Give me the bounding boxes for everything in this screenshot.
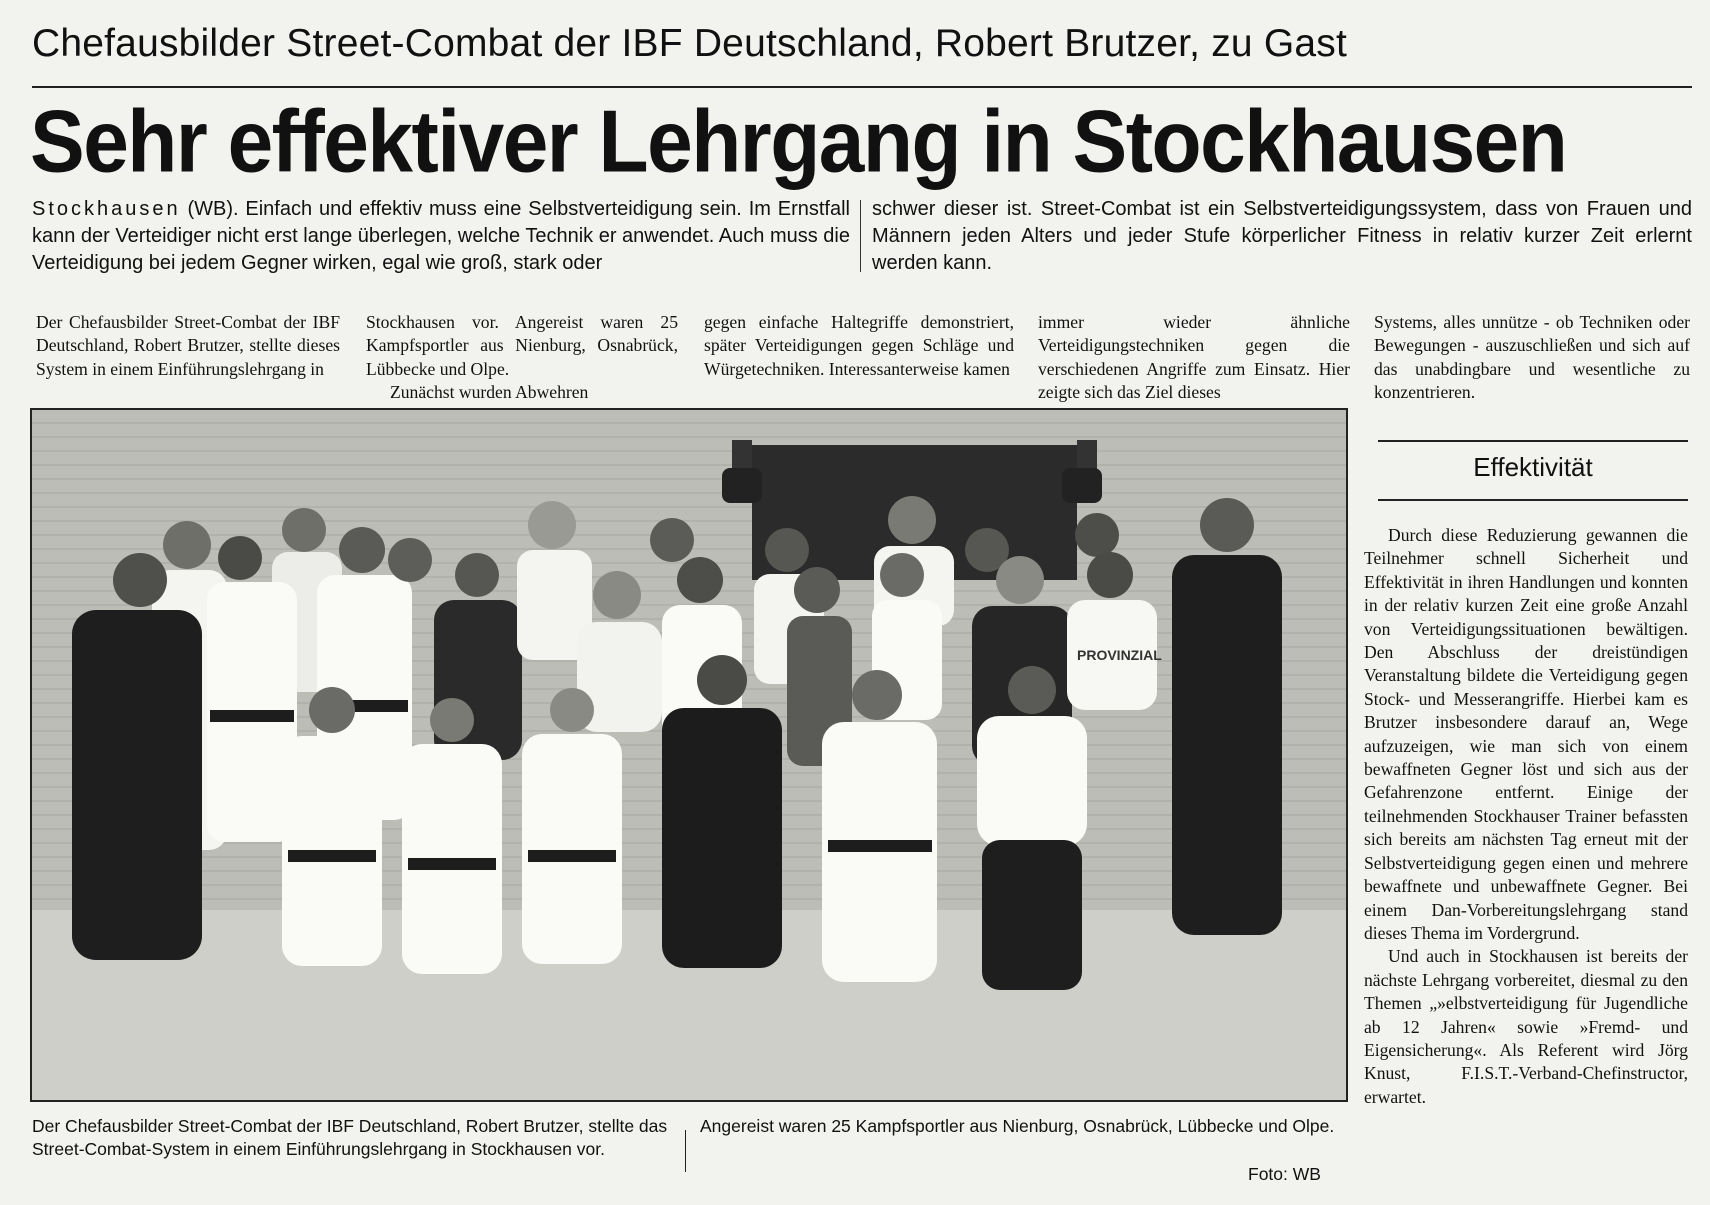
person-head [880,553,924,597]
person-black-uniform [72,610,202,960]
kicker: Chefausbilder Street-Combat der IBF Deutschland, Robert Brutzer, zu Gast [32,22,1347,65]
person-head [1075,513,1119,557]
banner-hook-left [732,440,752,470]
person-head [528,501,576,549]
person-head [309,687,355,733]
person-head [996,556,1044,604]
lead-paragraph-right: schwer dieser ist. Street-Combat ist ein Selbstverteidigungssystem, dass von Frauen und Männern jeden Alters und jeder Stufe körperlicher Fitness in relativ kurzer Zeit erlernt werden kann. [872,198,1692,274]
subhead-rule-top [1378,440,1688,442]
person-head [1200,498,1254,552]
body-paragraph: Systems, alles unnütze - ob Techniken oder Bewegungen - auszuschließen und sich auf das unabdingbare und wesentliche zu konzentrieren. [1374,312,1690,403]
person-black-uniform [1172,555,1282,935]
person-head [650,518,694,562]
black-belt [528,850,616,862]
person-head [430,698,474,742]
person-head [113,553,167,607]
subhead-rule-bottom [1378,499,1688,501]
body-paragraph: Stockhausen vor. Angereist waren 25 Kampfsportler aus Nienburg, Osnabrück, Lübbecke und Olpe. [366,312,678,379]
person-head [888,496,936,544]
group-photo [30,408,1348,1102]
subhead: Effektivität [1473,452,1593,482]
body-paragraph: immer wieder ähnliche Verteidigungstechniken gegen die verschiedenen Angriffe zum Einsatz. Hier zeigte sich das Ziel dieses [1038,312,1350,403]
body-paragraph: Zunächst wurden Abwehren [390,382,589,403]
body-paragraph: Der Chefausbilder Street-Combat der IBF Deutschland, Robert Brutzer, stellte dieses System in einem Einführungslehrgang in [36,312,340,379]
boxing-glove-right [1062,468,1102,503]
person-head [388,538,432,582]
person-head [697,655,747,705]
lead-paragraph-left [32,196,850,278]
person-head [163,521,211,569]
person-head [765,528,809,572]
banner-hook-right [1077,440,1097,470]
photo-credit: Foto: WB [1248,1164,1321,1184]
body-column-3 [704,311,1014,381]
person-head [1087,552,1133,598]
person-head [593,571,641,619]
person-head [282,508,326,552]
person-head [339,527,385,573]
person-head [852,670,902,720]
body-column-1 [36,311,340,381]
caption-divider [685,1130,686,1172]
person-black-pants [982,840,1082,990]
person-gi [522,734,622,964]
body-paragraph: Durch diese Reduzierung gewannen die Teilnehmer schnell Sicherheit und Effektivität in ihren Handlungen und konnten in der relativ kurzen Zeit eine große Anzahl von Verteidigungssituationen bewältigen. Den Abschluss der dreistündigen Veranstaltung bildete die Verteidigung gegen Stock- und Messerangriffe. Hierbei kam es Brutzer insbesondere darauf an, Wege aufzuzeigen, wie man sich von einem bewaffneten Gegner löst und sich aus der Gefahrenzone entfernt. Einige der teilnehmenden Stockhauser Trainer befassten sich bereits am nächsten Tag erneut mit der Selbstverteidigung gegen einen und mehrere bewaffnete und unbewaffnete Gegner. Bei einem Dan-Vorbereitungslehrgang stand dieses Thema im Vordergrund. [1364,525,1688,943]
person-head [794,567,840,613]
person-head [218,536,262,580]
body-paragraph: gegen einfache Haltegriffe demonstriert, später Verteidigungen gegen Schläge und Würgetechniken. Interessanterweise kamen [704,312,1014,379]
person-head [455,553,499,597]
headline: Sehr effektiver Lehrgang in Stockhausen [30,92,1567,191]
lead-divider [860,200,861,272]
body-column-2 [366,311,678,405]
black-belt [408,858,496,870]
body-column-6 [1364,524,1688,1109]
person-head [550,688,594,732]
body-column-5 [1374,311,1690,405]
body-column-4 [1038,311,1350,405]
photo-caption-right: Angereist waren 25 Kampfsportler aus Nienburg, Osnabrück, Lübbecke und Olpe. [700,1116,1335,1136]
photo-caption-left: Der Chefausbilder Street-Combat der IBF Deutschland, Robert Brutzer, stellte das Street-Combat-System in einem Einführungslehrgang in Stockhausen vor. [32,1116,668,1159]
person-white-shirt [977,716,1087,846]
shirt-print: PROVINZIAL [1077,647,1162,663]
person-black-uniform [662,708,782,968]
dateline: Stockhausen [32,198,181,220]
black-belt [828,840,932,852]
lead-text-left: (WB). Einfach und effektiv muss eine Selbstverteidigung sein. Im Ernstfall kann der Verteidiger nicht erst lange überlegen, welche Technik er anwendet. Auch muss die Verteidigung bei jedem Gegner wirken, egal wie groß, stark oder [32,198,850,274]
boxing-glove-left [722,468,762,503]
black-belt [288,850,376,862]
person-head [1008,666,1056,714]
body-paragraph: Und auch in Stockhausen ist bereits der nächste Lehrgang vorbereitet, diesmal zu den Themen „»elbstverteidigung für Jugendliche ab 12 Jahren« sowie »Fremd- und Eigensicherung«. Als Referent wird Jörg Knust, F.I.S.T.-Verband-Chefinstructor, erwartet. [1364,946,1688,1107]
black-belt [210,710,294,722]
group-photo-illustration [32,410,1346,1100]
person-head [677,557,723,603]
